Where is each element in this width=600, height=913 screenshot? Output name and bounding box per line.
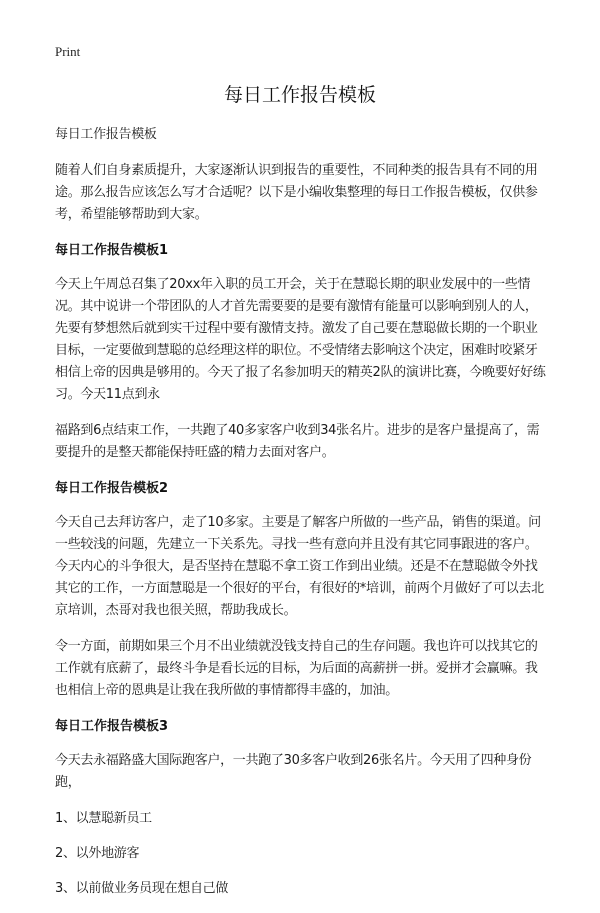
- list-item: 1、以慧聪新员工: [55, 811, 152, 826]
- section-1-paragraph-1: 今天上午周总召集了20xx年入职的员工开会，关于在慧聪长期的职业发展中的一些情况。其中说讲一个带团队的人才首先需要要的是要有激情有能量可以影响到别人的人，先要有梦想然后就到实干过程中要有激情支持。激发了自己要在慧聪做长期的一个职业目标，一定要做到慧聪的总经理这样的职位。不受情绪去影响这个决定，困难时咬紧牙相信上帝的因典是够用的。今天了报了名参加明天的精英2队的演讲比赛，今晚要好好练习。今天11点到永: [55, 277, 546, 402]
- section-2-paragraph-2: 令一方面，前期如果三个月不出业绩就没钱支持自己的生存问题。我也许可以找其它的工作就有底薪了，最终斗争是看长远的目标，为后面的高薪拼一拼。爱拼才会赢嘛。我也相信上帝的恩典是让我在我所做的事情都得丰盛的，加油。: [55, 639, 538, 698]
- list-item: 2、以外地游客: [55, 846, 140, 861]
- print-label[interactable]: Print: [55, 44, 81, 59]
- section-2-heading: 每日工作报告模板2: [55, 481, 169, 496]
- intro-paragraph: 随着人们自身素质提升，大家逐渐认识到报告的重要性，不同种类的报告具有不同的用途。那么报告应该怎么写才合适呢？以下是小编收集整理的每日工作报告模板，仅供参考，希望能够帮助到大家。: [55, 163, 538, 222]
- page-title: 每日工作报告模板: [223, 84, 376, 106]
- list-item: 3、以前做业务员现在想自己做: [55, 881, 229, 896]
- section-3-paragraph-1: 今天去永福路盛大国际跑客户，一共跑了30多客户收到26张名片。今天用了四种身份跑，: [55, 753, 532, 790]
- document-body: [55, 124, 550, 913]
- section-2-paragraph-1: 今天自己去拜访客户，走了10多家。主要是了解客户所做的一些产品，销售的渠道。问一些较浅的问题，先建立一下关系先。寻找一些有意向并且没有其它同事跟进的客户。今天内心的斗争很大，是否坚持在慧聪不拿工资工作到出业绩。还是不在慧聪做令外找其它的工作，一方面慧聪是一个很好的平台，有很好的*培训，前两个月做好了可以去北京培训，杰哥对我也很关照，帮助我成长。: [55, 515, 544, 618]
- section-3-heading: 每日工作报告模板3: [55, 719, 169, 734]
- intro-subtitle: 每日工作报告模板: [55, 127, 157, 142]
- section-1-heading: 每日工作报告模板1: [55, 243, 169, 258]
- section-1-paragraph-2: 福路到6点结束工作，一共跑了40多家客户收到34张名片。进步的是客户量提高了，需要提升的是整天都能保持旺盛的精力去面对客户。: [55, 423, 540, 460]
